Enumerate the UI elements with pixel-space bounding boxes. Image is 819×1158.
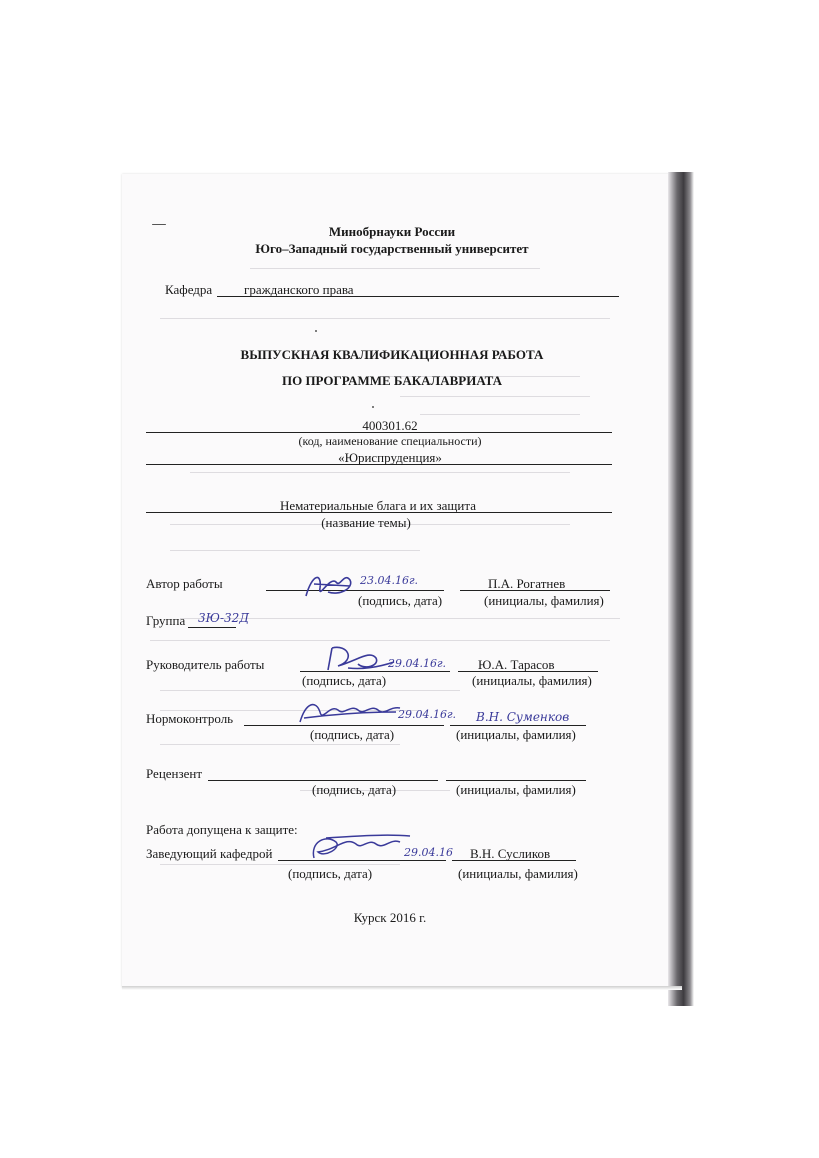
head-sign-date: 29.04.16 [404, 846, 453, 859]
work-title-line2: ПО ПРОГРАММЕ БАКАЛАВРИАТА [281, 373, 503, 388]
author-name: П.А. Рогатнев [488, 576, 566, 591]
specialty-name-underline [146, 464, 612, 465]
page-edge-shadow [668, 172, 694, 1006]
normcontrol-signature [296, 696, 406, 730]
admission-label: Работа допущена к защите: [146, 822, 298, 837]
group-value: 3Ю-32Д [198, 611, 250, 625]
normcontrol-label: Нормоконтроль [146, 711, 234, 726]
topic-caption: (название темы) [321, 515, 411, 530]
normcontrol-name-caption: (инициалы, фамилия) [456, 727, 576, 742]
normcontrol-sign-caption: (подпись, дата) [310, 727, 395, 742]
reviewer-name-underline [446, 780, 586, 781]
department-value: гражданского права [244, 282, 354, 297]
head-signature [306, 828, 416, 868]
topic-value: Нематериальные блага и их защита [280, 498, 476, 513]
supervisor-sign-date: 29.04.16г. [388, 657, 447, 670]
specialty-code-underline [146, 432, 612, 433]
supervisor-label: Руководитель работы [146, 657, 265, 672]
specialty-name: «Юриспруденция» [338, 450, 442, 465]
group-label: Группа [146, 613, 186, 628]
author-sign-caption: (подпись, дата) [358, 593, 443, 608]
reviewer-name-caption: (инициалы, фамилия) [456, 782, 576, 797]
head-name-caption: (инициалы, фамилия) [458, 866, 578, 881]
author-name-caption: (инициалы, фамилия) [484, 593, 604, 608]
reviewer-label: Рецензент [146, 766, 203, 781]
group-underline [188, 627, 236, 628]
scan-speck [315, 330, 317, 332]
author-sign-date: 23.04.16г. [360, 574, 419, 587]
normcontrol-name-underline [450, 725, 586, 726]
supervisor-sign-caption: (подпись, дата) [302, 673, 387, 688]
author-label: Автор работы [146, 576, 223, 591]
supervisor-name: Ю.А. Тарасов [478, 657, 555, 672]
city-year: Курск 2016 г. [353, 910, 427, 925]
department-label: Кафедра [165, 282, 213, 297]
university-heading: Юго–Западный государственный университет [255, 241, 529, 256]
reviewer-sign-underline [208, 780, 438, 781]
ministry-heading: Минобрнауки России [328, 224, 456, 239]
specialty-caption: (код, наименование специальности) [298, 434, 482, 448]
scan-speck [372, 406, 374, 408]
work-title-line1: ВЫПУСКНАЯ КВАЛИФИКАЦИОННАЯ РАБОТА [240, 347, 544, 362]
supervisor-name-caption: (инициалы, фамилия) [472, 673, 592, 688]
reviewer-sign-caption: (подпись, дата) [312, 782, 397, 797]
normcontrol-name: В.Н. Суменков [476, 710, 570, 724]
head-name: В.Н. Сусликов [470, 846, 551, 861]
head-label: Заведующий кафедрой [146, 846, 273, 861]
scan-speck [152, 224, 166, 225]
page-bottom-shadow [122, 986, 682, 990]
specialty-code: 400301.62 [362, 418, 418, 433]
head-sign-caption: (подпись, дата) [288, 866, 373, 881]
topic-underline [146, 512, 612, 513]
normcontrol-sign-date: 29.04.16г. [398, 708, 457, 721]
